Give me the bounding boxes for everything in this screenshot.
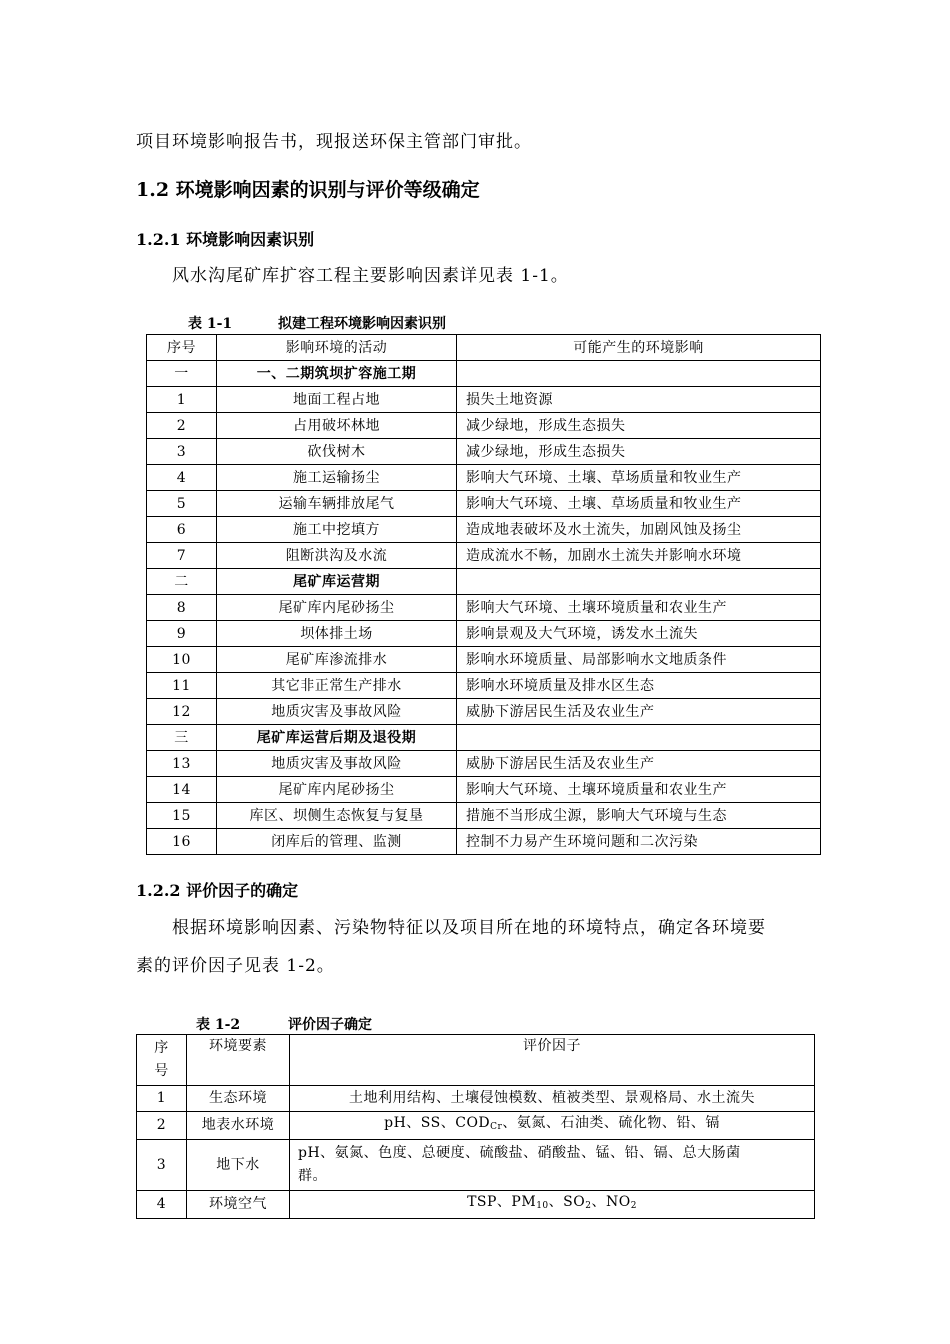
- table-row: [147, 543, 821, 569]
- table-row: [147, 803, 821, 829]
- table1-cell-impact: 影响水环境质量、局部影响水文地质条件: [457, 647, 821, 673]
- table2-header-element: 环境要素: [187, 1035, 290, 1086]
- table1-cell-impact: 影响大气环境、土壤环境质量和农业生产: [457, 777, 821, 803]
- table1-cell-impact: 影响大气环境、土壤环境质量和农业生产: [457, 595, 821, 621]
- table1-cell-no: 15: [147, 803, 217, 829]
- table2-row2-no: 2: [137, 1112, 187, 1140]
- table1-cell-impact: 损失土地资源: [457, 387, 821, 413]
- table1-cell-no: 11: [147, 673, 217, 699]
- table-row: [147, 387, 821, 413]
- table1-cell-impact: 控制不力易产生环境问题和二次污染: [457, 829, 821, 855]
- table-row: [147, 439, 821, 465]
- table1-cell-activity: 施工运输扬尘: [217, 465, 457, 491]
- impact-factors-table: [146, 334, 821, 855]
- table1-cell-no: 二: [147, 569, 217, 595]
- table1-cell-activity: 地质灾害及事故风险: [217, 751, 457, 777]
- table2-header-no: [137, 1035, 187, 1086]
- table1-cell-impact: 减少绿地，形成生态损失: [457, 439, 821, 465]
- table-row: [147, 465, 821, 491]
- table1-cell-impact: 影响大气环境、土壤、草场质量和牧业生产: [457, 465, 821, 491]
- table1-cell-no: 7: [147, 543, 217, 569]
- table2-row1-factor: 土地利用结构、土壤侵蚀模数、植被类型、景观格局、水土流失: [290, 1086, 815, 1112]
- table1-cell-activity: 闭库后的管理、监测: [217, 829, 457, 855]
- section-heading-1-2-1: 1.2.1 环境影响因素识别: [136, 230, 315, 249]
- table2-row2-element: 地表水环境: [187, 1112, 290, 1140]
- table2-header-no-line1: 序: [154, 1040, 169, 1056]
- table2-row2-factor-a: pH、SS、COD: [384, 1115, 491, 1131]
- table1-cell-activity: 尾矿库内尾砂扬尘: [217, 595, 457, 621]
- table1-cell-impact: 措施不当形成尘源，影响大气环境与生态: [457, 803, 821, 829]
- table1-cell-impact: 影响水环境质量及排水区生态: [457, 673, 821, 699]
- table1-cell-no: 1: [147, 387, 217, 413]
- table1-cell-activity: 阻断洪沟及水流: [217, 543, 457, 569]
- table2-row3-factor: [290, 1140, 815, 1191]
- table1-cell-activity: 尾矿库渗流排水: [217, 647, 457, 673]
- table-row: [147, 673, 821, 699]
- table-row: [147, 621, 821, 647]
- table2-row4-s1: 10: [536, 1201, 549, 1211]
- table1-cell-activity: 地面工程占地: [217, 387, 457, 413]
- section-heading-1-2-2: 1.2.2 评价因子的确定: [136, 881, 299, 900]
- table2-row3-no: 3: [137, 1140, 187, 1191]
- table2-row4-s3: 2: [630, 1201, 637, 1211]
- table2-row4-element: 环境空气: [187, 1191, 290, 1219]
- table2-row4-f2: 、SO: [548, 1194, 586, 1210]
- table-row: [147, 517, 821, 543]
- table-row: [147, 699, 821, 725]
- table1-cell-no: 8: [147, 595, 217, 621]
- table1-cell-activity: 地质灾害及事故风险: [217, 699, 457, 725]
- table1-body: [147, 361, 821, 855]
- table1-caption-title: 拟建工程环境影响因素识别: [278, 316, 446, 332]
- table1-cell-impact: 减少绿地，形成生态损失: [457, 413, 821, 439]
- table2-row4-no: 4: [137, 1191, 187, 1219]
- table2-row4-s2: 2: [585, 1201, 592, 1211]
- table1-header-row: [147, 335, 821, 361]
- section-heading-1-2: 1.2 环境影响因素的识别与评价等级确定: [136, 179, 480, 201]
- table-row: [147, 413, 821, 439]
- table1-cell-no: 2: [147, 413, 217, 439]
- table1-cell-activity: 尾矿库运营期: [217, 569, 457, 595]
- table2-row4-f3: 、NO: [591, 1194, 631, 1210]
- table1-cell-no: 6: [147, 517, 217, 543]
- table1-header-impact: 可能产生的环境影响: [457, 335, 821, 361]
- table2-header-row: [137, 1035, 815, 1086]
- paragraph-2-line-2: 素的评价因子见表 1-2。: [136, 956, 335, 976]
- table-row: [147, 647, 821, 673]
- table1-cell-no: 一: [147, 361, 217, 387]
- table-row: [137, 1112, 815, 1140]
- table2-caption-title: 评价因子确定: [288, 1017, 372, 1033]
- table1-caption: [188, 313, 446, 333]
- table1-cell-activity: 尾矿库运营后期及退役期: [217, 725, 457, 751]
- table1-cell-activity: 砍伐树木: [217, 439, 457, 465]
- table2-row2-factor-sub: Cr: [490, 1122, 503, 1132]
- table1-cell-activity: 施工中挖填方: [217, 517, 457, 543]
- table1-cell-impact: 威胁下游居民生活及农业生产: [457, 699, 821, 725]
- table1-cell-no: 9: [147, 621, 217, 647]
- table2-row3-factor-line2: 群。: [298, 1168, 327, 1184]
- table-row: [147, 777, 821, 803]
- table1-caption-number: 表 1-1: [188, 316, 233, 332]
- table2-row4-f1: TSP、PM: [467, 1194, 537, 1210]
- table1-cell-no: 三: [147, 725, 217, 751]
- table1-cell-impact: [457, 569, 821, 595]
- table2-caption: [196, 1014, 372, 1034]
- table1-cell-no: 3: [147, 439, 217, 465]
- table1-header-no: 序号: [147, 335, 217, 361]
- table1-cell-activity: 坝体排土场: [217, 621, 457, 647]
- table1-cell-activity: 运输车辆排放尾气: [217, 491, 457, 517]
- table1-cell-no: 10: [147, 647, 217, 673]
- table1-cell-activity: 尾矿库内尾砂扬尘: [217, 777, 457, 803]
- table-row: [147, 491, 821, 517]
- table1-cell-no: 16: [147, 829, 217, 855]
- table1-header-activity: 影响环境的活动: [217, 335, 457, 361]
- table-group-row: [147, 361, 821, 387]
- table2-row1-element: 生态环境: [187, 1086, 290, 1112]
- intro-line: 项目环境影响报告书，现报送环保主管部门审批。: [136, 132, 532, 152]
- table2-row3-factor-line1: pH、氨氮、色度、总硬度、硫酸盐、硝酸盐、锰、铅、镉、总大肠菌: [298, 1145, 741, 1161]
- table-row: [137, 1140, 815, 1191]
- table1-cell-no: 12: [147, 699, 217, 725]
- table-group-row: [147, 725, 821, 751]
- paragraph-table1-reference: 风水沟尾矿库扩容工程主要影响因素详见表 1-1。: [172, 266, 569, 286]
- table2-row1-no: 1: [137, 1086, 187, 1112]
- table-row: [147, 751, 821, 777]
- table2-caption-number: 表 1-2: [196, 1017, 241, 1033]
- table2-row2-factor-b: 、氨氮、石油类、硫化物、铅、镉: [502, 1115, 720, 1131]
- table2-header-factor: 评价因子: [290, 1035, 815, 1086]
- table-row: [147, 829, 821, 855]
- paragraph-2-line-1: 根据环境影响因素、污染物特征以及项目所在地的环境特点，确定各环境要: [172, 918, 766, 938]
- table1-cell-activity: 其它非正常生产排水: [217, 673, 457, 699]
- table1-cell-impact: 造成流水不畅，加剧水土流失并影响水环境: [457, 543, 821, 569]
- table2-row3-element: 地下水: [187, 1140, 290, 1191]
- table1-cell-activity: 库区、坝侧生态恢复与复垦: [217, 803, 457, 829]
- table1-cell-impact: 造成地表破坏及水土流失，加剧风蚀及扬尘: [457, 517, 821, 543]
- table1-cell-no: 13: [147, 751, 217, 777]
- table1-cell-activity: 一、二期筑坝扩容施工期: [217, 361, 457, 387]
- table-group-row: [147, 569, 821, 595]
- table1-cell-impact: [457, 361, 821, 387]
- table-row: [137, 1191, 815, 1219]
- table2-header-no-line2: 号: [154, 1063, 169, 1079]
- table1-cell-impact: 影响大气环境、土壤、草场质量和牧业生产: [457, 491, 821, 517]
- evaluation-factors-table: [136, 1034, 815, 1219]
- table1-cell-impact: 影响景观及大气环境，诱发水土流失: [457, 621, 821, 647]
- table1-cell-no: 14: [147, 777, 217, 803]
- table1-cell-no: 5: [147, 491, 217, 517]
- table1-cell-impact: [457, 725, 821, 751]
- table-row: [137, 1086, 815, 1112]
- table2-row4-factor: [290, 1191, 815, 1219]
- table2-row2-factor: [290, 1112, 815, 1140]
- table-row: [147, 595, 821, 621]
- table1-cell-impact: 威胁下游居民生活及农业生产: [457, 751, 821, 777]
- table1-cell-no: 4: [147, 465, 217, 491]
- table1-cell-activity: 占用破坏林地: [217, 413, 457, 439]
